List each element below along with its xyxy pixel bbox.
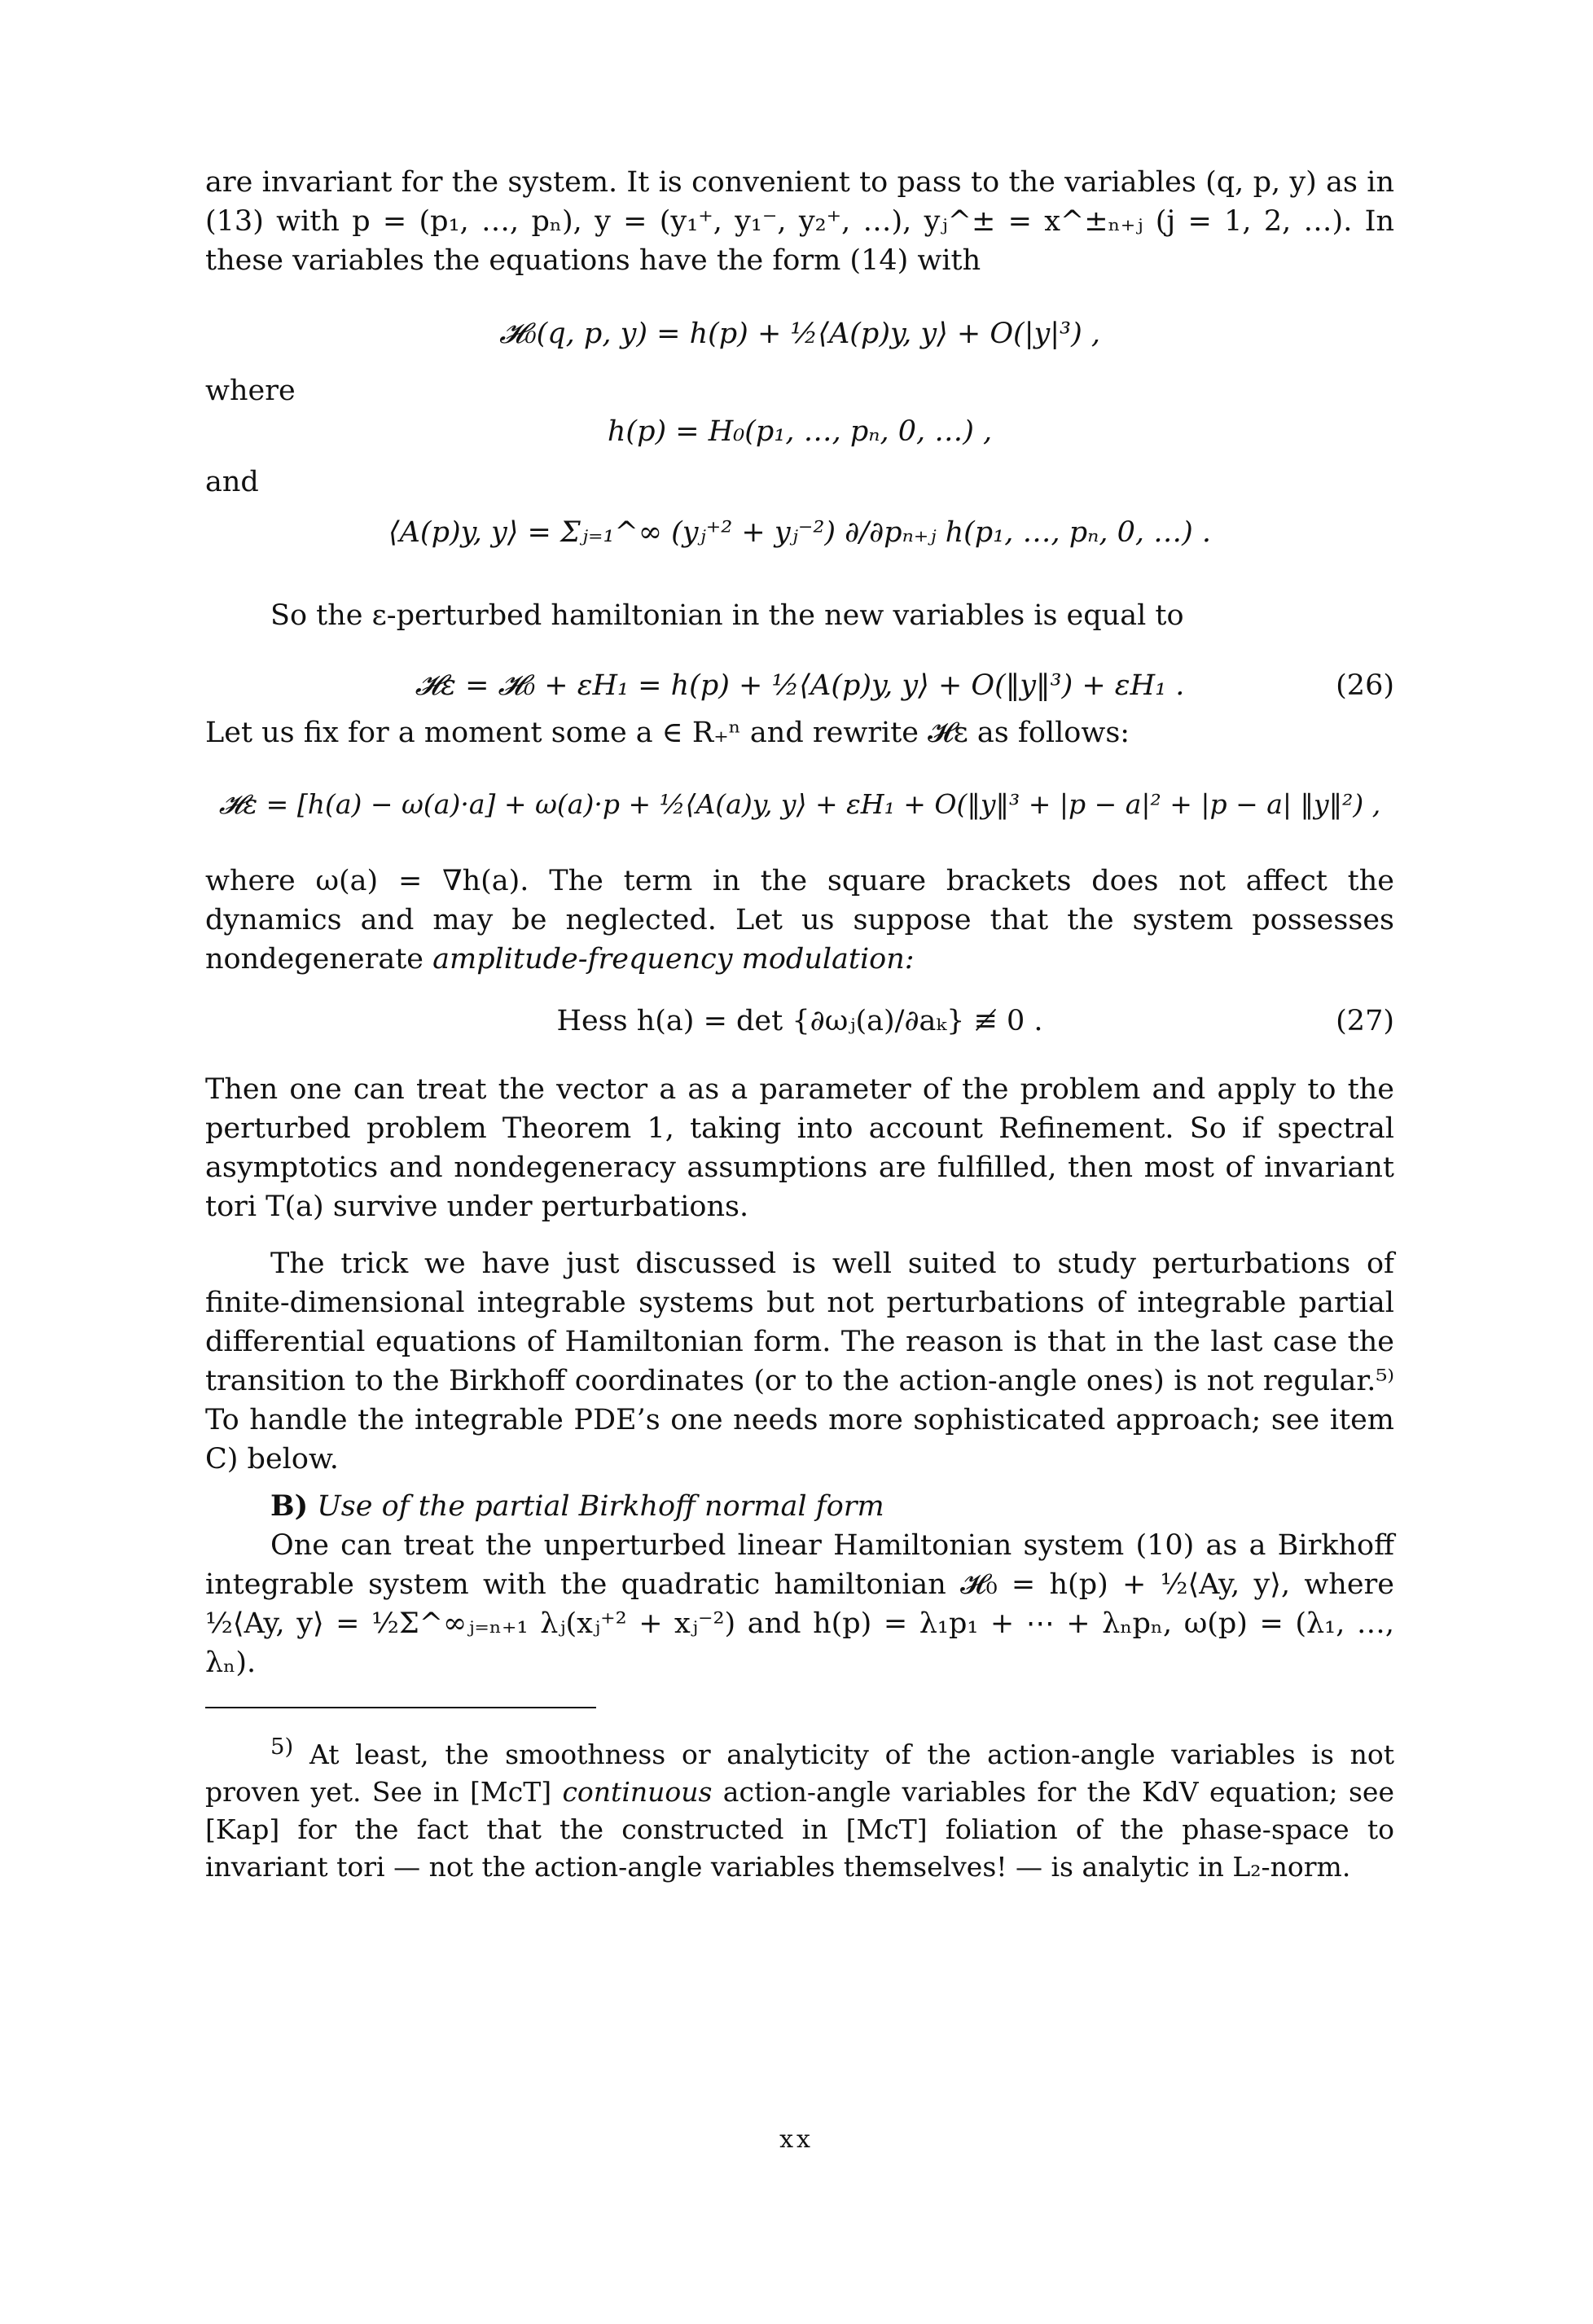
footnote-text-a: At least, the smoothness or analyticity of the action-angle variables is not proven yet. See in [McT] (205, 1739, 1394, 1808)
equation-26 (205, 666, 1394, 705)
equation-h0: 𝓗₀(q, p, y) = h(p) + ½⟨A(p)y, y⟩ + O(|y|³) , (499, 318, 1100, 350)
paragraph-omega (205, 862, 1394, 979)
word-where: where (205, 375, 296, 407)
section-heading-b-label: B) (270, 1489, 309, 1523)
footnote-text-c: action-angle variables for the KdV equation; see [Kap] for the fact that the constructed in [McT] foliation of the phase-space to invariant tori — not the action-angle variables themselves! — is analytic in L₂-norm. (205, 1776, 1394, 1883)
equation-27 (205, 1002, 1394, 1041)
page-number: xx (779, 2125, 814, 2154)
equation-he: 𝓗ε = [h(a) − ω(a)·a] + ω(a)·p + ½⟨A(a)y, y⟩ + εH₁ + O(‖y‖³ + |p − a|² + |p − a| ‖y‖²) , (218, 788, 1381, 820)
equation-26-body: 𝓗ε = 𝓗₀ + εH₁ = h(p) + ½⟨A(p)y, y⟩ + O(‖y‖³) + εH₁ . (415, 669, 1185, 702)
equation-26-number: (26) (1336, 669, 1394, 702)
amplitude-frequency-term: amplitude-frequency modulation: (432, 943, 915, 976)
word-and: and (205, 466, 259, 498)
paragraph-intro: are invariant for the system. It is convenient to pass to the variables (q, p, y) as in (13) with p = (p₁, …, pₙ), y = (y₁⁺, y₁⁻, y₂⁺, …), yⱼ^± = x^±ₙ₊ⱼ (j = 1, 2, …). In these variables the equations have the form (14) with (205, 166, 1394, 277)
footnote-mark: 5) (270, 1734, 294, 1760)
paragraph-omega-text: where ω(a) = ∇h(a). The term in the square brackets does not affect the dynamics and may be neglected. Let us suppose that the system possesses nondegenerate (205, 865, 1394, 976)
paragraph-theorem: Then one can treat the vector a as a parameter of the problem and apply to the perturbed problem Theorem 1, taking into account Refinement. So if spectral asymptotics and nondegeneracy assumptions are fulfilled, then most of invariant tori T(a) survive under perturbations. (205, 1073, 1394, 1223)
paragraph-fix-a: Let us fix for a moment some a ∈ R₊ⁿ and rewrite 𝓗ε as follows: (205, 717, 1130, 749)
equation-27-body: Hess h(a) = det {∂ωⱼ(a)/∂aₖ} ≢ 0 . (556, 1005, 1043, 1037)
paragraph-perturbed: So the ε-perturbed hamiltonian in the new variables is equal to (270, 599, 1184, 632)
equation-hp: h(p) = H₀(p₁, …, pₙ, 0, …) , (607, 415, 993, 448)
paragraph-birkhoff: One can treat the unperturbed linear Hamiltonian system (10) as a Birkhoff integrable system with the quadratic hamiltonian 𝓗₀ = h(p) + ½⟨Ay, y⟩, where ½⟨Ay, y⟩ = ½Σ^∞ⱼ₌ₙ₊₁ λⱼ(xⱼ⁺² + xⱼ⁻²) and h(p) = λ₁p₁ + ⋯ + λₙpₙ, ω(p) = (λ₁, …, λₙ). (205, 1529, 1394, 1679)
equation-apyy: ⟨A(p)y, y⟩ = Σⱼ₌₁^∞ (yⱼ⁺² + yⱼ⁻²) ∂/∂pₙ₊ⱼ h(p₁, …, pₙ, 0, …) . (388, 516, 1211, 549)
paragraph-trick: The trick we have just discussed is well suited to study perturbations of finite-dimensional integrable systems but not perturbations of integrable partial differential equations of Hamiltonian form. The reason is that in the last case the transition to the Birkhoff coordinates (or to the action-angle ones) is not regular.⁵⁾ To handle the integrable PDE’s one needs more sophisticated approach; see item C) below. (205, 1248, 1394, 1476)
section-heading-b (205, 1487, 1394, 1526)
page-body (205, 163, 1394, 1886)
footnote-5 (205, 1728, 1394, 1886)
section-heading-b-title: Use of the partial Birkhoff normal form (317, 1490, 884, 1523)
equation-27-number: (27) (1336, 1005, 1394, 1037)
footnote-divider (205, 1707, 596, 1708)
footnote-text-continuous: continuous (562, 1776, 713, 1808)
